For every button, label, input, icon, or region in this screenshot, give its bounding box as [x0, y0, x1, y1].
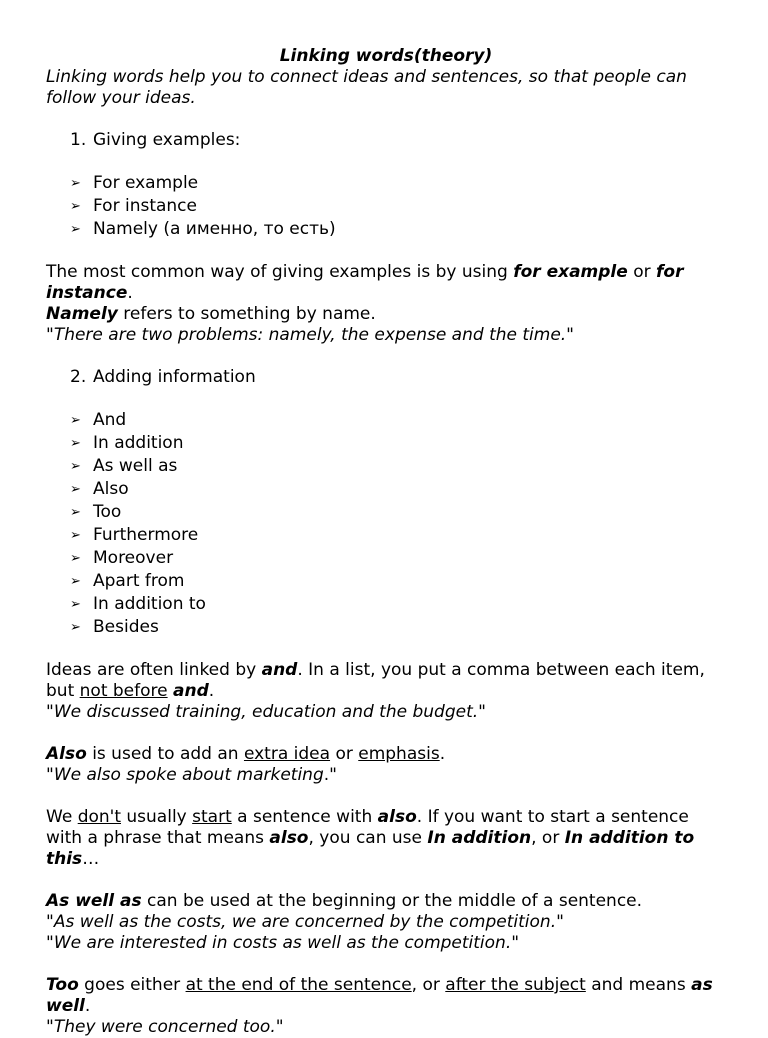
list-item: ➢ Apart from — [70, 571, 185, 591]
list-item: ➢ Moreover — [70, 548, 174, 568]
page-title: Linking words(theory) — [279, 46, 493, 66]
arrow-bullet-icon: ➢ — [70, 551, 81, 566]
also-paragraph: Also is used to add an extra idea or emphasis. — [46, 744, 446, 764]
namely-paragraph: Namely refers to something by name. — [46, 304, 376, 324]
list-item: ➢ Furthermore — [70, 525, 199, 545]
list-item: ➢ Besides — [70, 617, 159, 637]
list-item: ➢ In addition to — [70, 594, 206, 614]
section-1-list — [46, 172, 726, 241]
arrow-bullet-icon: ➢ — [70, 436, 81, 451]
arrow-bullet-icon: ➢ — [70, 620, 81, 635]
as-well-as-example-2: "We are interested in costs as well as the competition." — [46, 933, 520, 953]
list-item: ➢ Namely (а именно, то есть) — [70, 219, 336, 239]
arrow-bullet-icon: ➢ — [70, 413, 81, 428]
list-item: ➢ For instance — [70, 196, 197, 216]
as-well-as-paragraph: As well as can be used at the beginning or the middle of a sentence. — [46, 891, 643, 911]
arrow-bullet-icon: ➢ — [70, 199, 81, 214]
section-1-heading: 1. Giving examples: — [70, 130, 241, 150]
too-paragraph: Too goes either at the end of the sentence, or after the subject and means as well. — [46, 975, 713, 1016]
and-paragraph: Ideas are often linked by and. In a list, you put a comma between each item, but not before and. — [46, 660, 705, 701]
start-paragraph: We don't usually start a sentence with also. If you want to start a sentence with a phrase that means also, you can use In addition, or In addition to this… — [46, 807, 695, 869]
arrow-bullet-icon: ➢ — [70, 459, 81, 474]
section-2-list — [46, 409, 726, 639]
list-item: ➢ In addition — [70, 433, 184, 453]
list-item: ➢ Also — [70, 479, 129, 499]
arrow-bullet-icon: ➢ — [70, 597, 81, 612]
also-example: "We also spoke about marketing." — [46, 765, 337, 785]
list-item: ➢ And — [70, 410, 127, 430]
list-item: ➢ Too — [70, 502, 122, 522]
as-well-as-example-1: "As well as the costs, we are concerned by the competition." — [46, 912, 564, 932]
arrow-bullet-icon: ➢ — [70, 176, 81, 191]
list-item: ➢ For example — [70, 173, 199, 193]
and-example: "We discussed training, education and the budget." — [46, 702, 486, 722]
intro-paragraph: Linking words help you to connect ideas and sentences, so that people can follow your ideas. — [46, 67, 687, 108]
arrow-bullet-icon: ➢ — [70, 222, 81, 237]
arrow-bullet-icon: ➢ — [70, 505, 81, 520]
namely-example: "There are two problems: namely, the expense and the time." — [46, 325, 575, 345]
arrow-bullet-icon: ➢ — [70, 528, 81, 543]
too-example: "They were concerned too." — [46, 1017, 284, 1037]
arrow-bullet-icon: ➢ — [70, 482, 81, 497]
arrow-bullet-icon: ➢ — [70, 574, 81, 589]
section-2-heading: 2. Adding information — [70, 367, 256, 387]
document-body — [46, 46, 726, 1038]
examples-paragraph: The most common way of giving examples is by using for example or for instance. — [46, 262, 684, 303]
list-item: ➢ As well as — [70, 456, 178, 476]
